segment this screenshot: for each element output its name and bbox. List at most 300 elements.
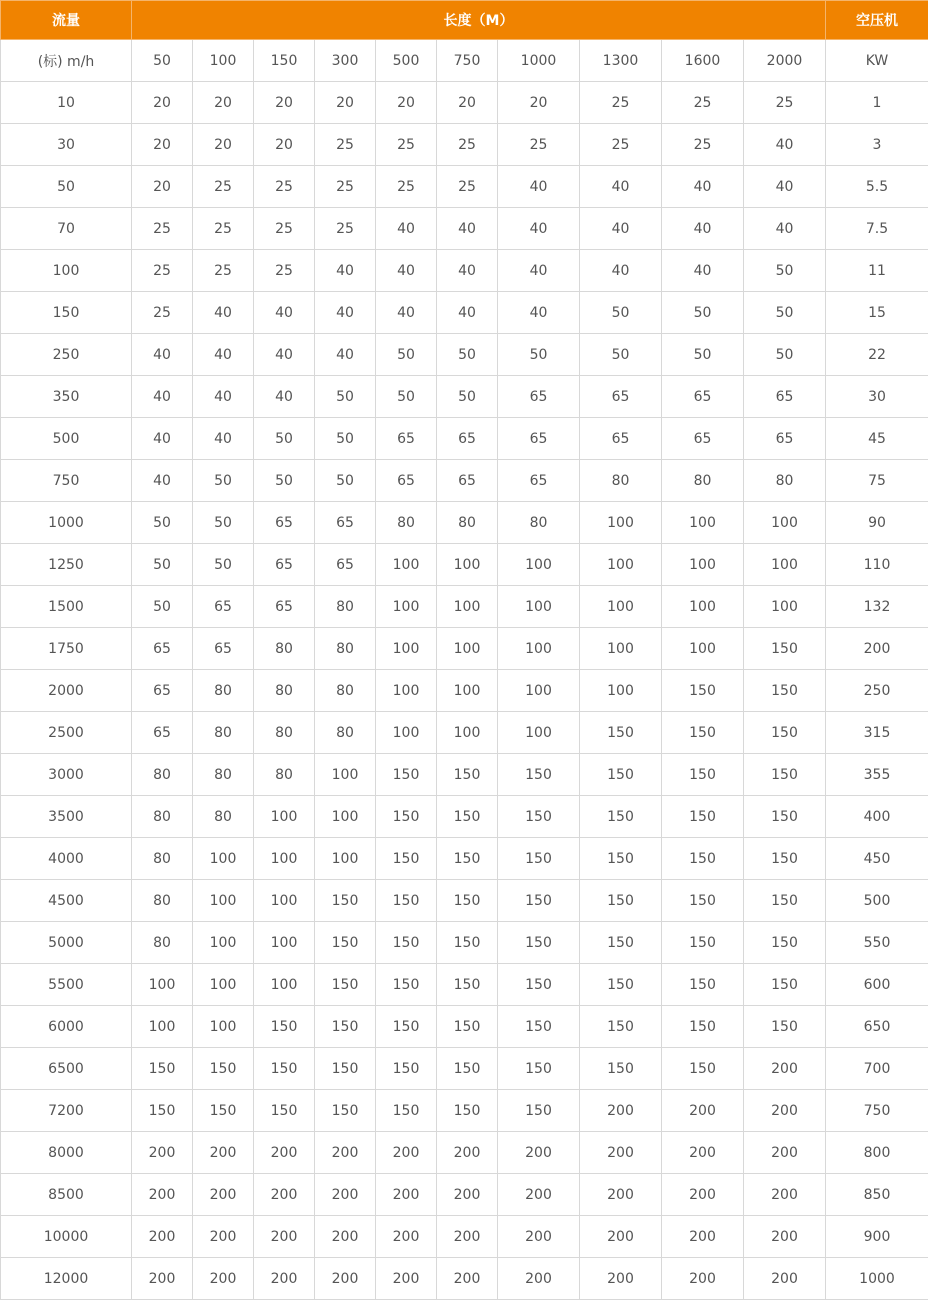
pipe-diameter-cell: 200 [254,1132,315,1174]
pipe-diameter-cell: 150 [437,754,498,796]
pipe-diameter-cell: 150 [315,922,376,964]
pipe-diameter-cell: 80 [132,838,193,880]
pipe-diameter-cell: 65 [254,502,315,544]
pipe-diameter-cell: 40 [376,208,437,250]
pipe-diameter-cell: 80 [132,796,193,838]
compressor-power-cell: 700 [826,1048,928,1090]
pipe-diameter-cell: 100 [498,544,580,586]
pipe-diameter-cell: 150 [662,964,744,1006]
pipe-diameter-cell: 40 [744,208,826,250]
pipe-diameter-cell: 100 [437,670,498,712]
pipe-diameter-cell: 150 [662,922,744,964]
pipe-diameter-cell: 100 [498,670,580,712]
pipe-diameter-cell: 25 [498,124,580,166]
pipe-diameter-cell: 25 [437,166,498,208]
pipe-diameter-cell: 20 [254,124,315,166]
pipe-diameter-cell: 150 [132,1090,193,1132]
pipe-diameter-cell: 150 [580,922,662,964]
length-cell: 500 [376,40,437,82]
pipe-diameter-cell: 40 [580,166,662,208]
pipe-diameter-cell: 40 [662,250,744,292]
pipe-diameter-cell: 20 [376,82,437,124]
flow-cell: 70 [1,208,132,250]
pipe-diameter-cell: 65 [254,586,315,628]
pipe-diameter-cell: 200 [580,1258,662,1300]
pipe-diameter-cell: 25 [193,208,254,250]
length-cell: 2000 [744,40,826,82]
pipe-diameter-cell: 150 [193,1048,254,1090]
flow-cell: 100 [1,250,132,292]
compressor-power-cell: 650 [826,1006,928,1048]
pipe-diameter-cell: 150 [376,1090,437,1132]
pipe-diameter-cell: 150 [744,922,826,964]
pipe-diameter-cell: 150 [437,838,498,880]
flow-cell: 5500 [1,964,132,1006]
pipe-diameter-cell: 150 [662,838,744,880]
pipe-diameter-cell: 50 [193,460,254,502]
pipe-diameter-cell: 150 [662,880,744,922]
pipe-diameter-cell: 50 [315,418,376,460]
pipe-diameter-cell: 65 [662,418,744,460]
pipe-diameter-cell: 80 [315,586,376,628]
pipe-diameter-cell: 100 [193,1006,254,1048]
table-row [1,544,928,586]
pipe-diameter-cell: 65 [254,544,315,586]
table-row [1,754,928,796]
pipe-diameter-cell: 40 [315,334,376,376]
pipe-diameter-cell: 200 [744,1216,826,1258]
pipe-diameter-cell: 25 [132,250,193,292]
table-row [1,1258,928,1300]
pipe-diameter-cell: 25 [193,166,254,208]
pipe-diameter-cell: 40 [132,334,193,376]
pipe-diameter-cell: 65 [132,628,193,670]
pipe-diameter-cell: 150 [498,1048,580,1090]
pipe-diameter-cell: 200 [193,1216,254,1258]
pipe-diameter-cell: 200 [744,1048,826,1090]
pipe-diameter-cell: 50 [662,292,744,334]
table-row [1,1090,928,1132]
table-row [1,1174,928,1216]
pipe-diameter-cell: 100 [254,880,315,922]
pipe-diameter-cell: 50 [132,502,193,544]
pipe-diameter-cell: 65 [498,376,580,418]
compressor-power-cell: 5.5 [826,166,928,208]
pipe-diameter-cell: 150 [376,1006,437,1048]
pipe-diameter-cell: 40 [193,334,254,376]
pipe-diameter-cell: 20 [193,124,254,166]
pipe-diameter-cell: 200 [376,1132,437,1174]
pipe-diameter-cell: 65 [744,418,826,460]
pipe-diameter-cell: 25 [254,166,315,208]
pipe-diameter-cell: 200 [132,1216,193,1258]
pipe-diameter-cell: 25 [193,250,254,292]
pipe-diameter-cell: 150 [744,964,826,1006]
pipe-diameter-cell: 150 [437,922,498,964]
table-row [1,1048,928,1090]
flow-cell: 3500 [1,796,132,838]
pipe-diameter-cell: 200 [662,1258,744,1300]
compressor-power-cell: 11 [826,250,928,292]
pipe-diameter-cell: 50 [744,334,826,376]
table-row [1,964,928,1006]
pipe-diameter-cell: 200 [662,1132,744,1174]
pipe-diameter-cell: 200 [498,1132,580,1174]
pipe-diameter-cell: 150 [376,922,437,964]
pipe-diameter-cell: 50 [132,586,193,628]
pipe-diameter-cell: 200 [315,1216,376,1258]
pipe-diameter-cell: 100 [744,544,826,586]
pipe-diameter-cell: 100 [193,964,254,1006]
compressor-power-cell: 15 [826,292,928,334]
table-row [1,502,928,544]
pipe-diameter-cell: 25 [315,166,376,208]
pipe-diameter-cell: 150 [193,1090,254,1132]
pipe-diameter-cell: 25 [580,124,662,166]
pipe-diameter-cell: 40 [315,292,376,334]
pipe-diameter-cell: 100 [193,838,254,880]
pipe-diameter-cell: 40 [662,208,744,250]
pipe-diameter-cell: 80 [254,754,315,796]
table-row [1,880,928,922]
pipe-diameter-cell: 200 [376,1216,437,1258]
compressor-power-cell: 400 [826,796,928,838]
pipe-diameter-cell: 150 [744,670,826,712]
pipe-diameter-cell: 200 [437,1132,498,1174]
flow-cell: 6500 [1,1048,132,1090]
pipe-diameter-cell: 150 [132,1048,193,1090]
pipe-diameter-cell: 150 [580,796,662,838]
pipe-diameter-cell: 40 [498,292,580,334]
flow-cell: 7200 [1,1090,132,1132]
compressor-power-cell: 750 [826,1090,928,1132]
compressor-power-cell: 315 [826,712,928,754]
flow-cell: 1500 [1,586,132,628]
pipe-diameter-cell: 40 [580,208,662,250]
pipe-diameter-cell: 50 [193,502,254,544]
pipe-diameter-cell: 150 [498,754,580,796]
pipe-diameter-cell: 40 [498,208,580,250]
table-row [1,586,928,628]
compressor-power-cell: 800 [826,1132,928,1174]
compressor-power-cell: 110 [826,544,928,586]
pipe-diameter-cell: 100 [254,796,315,838]
pipe-diameter-cell: 100 [437,628,498,670]
pipe-diameter-cell: 200 [315,1174,376,1216]
pipe-diameter-cell: 40 [498,166,580,208]
pipe-diameter-cell: 20 [132,82,193,124]
pipe-diameter-cell: 80 [315,712,376,754]
table-row [1,796,928,838]
compressor-power-cell: 850 [826,1174,928,1216]
pipe-diameter-cell: 100 [662,502,744,544]
pipe-diameter-cell: 80 [193,670,254,712]
pipe-diameter-cell: 100 [132,964,193,1006]
pipe-diameter-cell: 150 [744,754,826,796]
table-row [1,1006,928,1048]
pipe-diameter-cell: 100 [437,712,498,754]
pipe-diameter-cell: 80 [132,922,193,964]
pipe-diameter-cell: 40 [744,166,826,208]
pipe-diameter-cell: 150 [376,1048,437,1090]
pipe-diameter-cell: 150 [662,796,744,838]
length-cell: 750 [437,40,498,82]
pipe-diameter-cell: 200 [132,1174,193,1216]
pipe-diameter-cell: 80 [193,796,254,838]
pipe-diameter-cell: 150 [662,754,744,796]
pipe-diameter-cell: 25 [662,82,744,124]
pipe-diameter-cell: 40 [744,124,826,166]
pipe-diameter-cell: 150 [315,880,376,922]
pipe-diameter-cell: 100 [193,922,254,964]
pipe-diameter-cell: 200 [437,1174,498,1216]
compressor-power-cell: 90 [826,502,928,544]
pipe-diameter-cell: 80 [744,460,826,502]
compressor-power-cell: 45 [826,418,928,460]
pipe-diameter-cell: 50 [437,334,498,376]
table-row [1,418,928,460]
table-row [1,670,928,712]
pipe-diameter-cell: 100 [498,586,580,628]
pipe-diameter-cell: 200 [744,1132,826,1174]
pipe-diameter-cell: 100 [376,586,437,628]
pipe-diameter-cell: 150 [744,880,826,922]
flow-cell: 350 [1,376,132,418]
table-row [1,838,928,880]
flow-cell: 10000 [1,1216,132,1258]
pipe-diameter-cell: 100 [193,880,254,922]
pipe-diameter-cell: 80 [193,712,254,754]
pipe-diameter-cell: 200 [132,1258,193,1300]
pipe-diameter-cell: 100 [498,628,580,670]
length-cell: 50 [132,40,193,82]
pipe-diameter-cell: 100 [376,544,437,586]
pipe-diameter-cell: 50 [254,460,315,502]
pipe-diameter-cell: 100 [498,712,580,754]
flow-cell: 2500 [1,712,132,754]
pipe-diameter-cell: 25 [376,166,437,208]
pipe-diameter-cell: 100 [437,544,498,586]
compressor-power-cell: 30 [826,376,928,418]
header-row [1,1,928,40]
pipe-diameter-cell: 100 [315,754,376,796]
compressor-power-cell: 7.5 [826,208,928,250]
pipe-diameter-cell: 200 [193,1132,254,1174]
pipe-diameter-cell: 150 [376,838,437,880]
pipe-diameter-cell: 65 [437,418,498,460]
pipe-diameter-cell: 150 [498,1006,580,1048]
pipe-diameter-cell: 50 [132,544,193,586]
pipe-diameter-cell: 40 [580,250,662,292]
pipe-diameter-cell: 25 [662,124,744,166]
pipe-diameter-cell: 40 [132,460,193,502]
table-row [1,166,928,208]
compressor-power-cell: 1 [826,82,928,124]
pipe-diameter-cell: 150 [437,880,498,922]
compressor-power-cell: 75 [826,460,928,502]
flow-cell: 1000 [1,502,132,544]
pipe-diameter-cell: 50 [580,334,662,376]
pipe-diameter-cell: 150 [498,922,580,964]
pipe-diameter-cell: 200 [662,1090,744,1132]
pipe-diameter-cell: 150 [315,1006,376,1048]
pipe-diameter-cell: 65 [580,418,662,460]
pipe-diameter-cell: 25 [376,124,437,166]
pipe-diameter-cell: 150 [744,628,826,670]
flow-cell: 4500 [1,880,132,922]
table-row [1,460,928,502]
pipe-diameter-cell: 100 [315,796,376,838]
table-row [1,250,928,292]
pipe-diameter-cell: 65 [744,376,826,418]
pipe-diameter-cell: 25 [254,208,315,250]
pipe-diameter-cell: 200 [132,1132,193,1174]
flow-header: 流量 [1,1,132,40]
flow-cell: 30 [1,124,132,166]
table-row [1,712,928,754]
pipe-diameter-cell: 150 [498,796,580,838]
pipe-diameter-cell: 200 [254,1174,315,1216]
pipe-diameter-cell: 200 [193,1174,254,1216]
pipe-diameter-cell: 150 [580,1048,662,1090]
compressor-power-cell: 355 [826,754,928,796]
pipe-diameter-cell: 65 [132,712,193,754]
pipe-diameter-cell: 25 [132,292,193,334]
length-header: 长度（M） [132,1,826,40]
pipe-diameter-cell: 65 [580,376,662,418]
pipe-diameter-cell: 20 [193,82,254,124]
pipe-diameter-cell: 40 [376,250,437,292]
pipe-diameter-cell: 100 [376,628,437,670]
pipe-diameter-cell: 40 [376,292,437,334]
pipe-diameter-cell: 20 [132,166,193,208]
flow-cell: 1750 [1,628,132,670]
pipe-diameter-cell: 150 [580,838,662,880]
pipe-diameter-cell: 50 [498,334,580,376]
pipe-diameter-cell: 40 [662,166,744,208]
pipe-diameter-cell: 65 [315,502,376,544]
pipe-diameter-cell: 100 [315,838,376,880]
pipe-diameter-cell: 40 [254,376,315,418]
pipe-diameter-cell: 40 [193,418,254,460]
pipe-diameter-cell: 50 [315,460,376,502]
table-row [1,82,928,124]
pipe-diameter-cell: 200 [744,1258,826,1300]
pipe-diameter-cell: 100 [376,670,437,712]
pipe-diameter-cell: 65 [315,544,376,586]
pipe-diameter-cell: 65 [437,460,498,502]
pipe-diameter-cell: 200 [580,1174,662,1216]
table-row [1,628,928,670]
pipe-diameter-cell: 150 [744,712,826,754]
pipe-diameter-cell: 40 [437,208,498,250]
length-cell: 150 [254,40,315,82]
table-row [1,334,928,376]
pipe-diameter-cell: 200 [498,1174,580,1216]
compressor-power-cell: 200 [826,628,928,670]
flow-cell: 5000 [1,922,132,964]
pipe-diameter-cell: 80 [315,628,376,670]
pipe-diameter-cell: 50 [744,250,826,292]
pipe-diameter-cell: 40 [193,292,254,334]
compressor-power-cell: 450 [826,838,928,880]
table-row [1,292,928,334]
compressor-power-cell: 132 [826,586,928,628]
pipe-diameter-cell: 65 [193,628,254,670]
pipe-diameter-cell: 50 [662,334,744,376]
compressor-power-cell: 500 [826,880,928,922]
pipe-diameter-cell: 40 [132,376,193,418]
flow-cell: 2000 [1,670,132,712]
pipe-diameter-cell: 200 [744,1174,826,1216]
pipe-diameter-cell: 20 [315,82,376,124]
flow-cell: 50 [1,166,132,208]
pipe-diameter-cell: 80 [254,670,315,712]
compressor-power-cell: 550 [826,922,928,964]
flow-cell: 8000 [1,1132,132,1174]
flow-cell: 3000 [1,754,132,796]
pipe-diameter-cell: 100 [254,922,315,964]
pipe-diameter-cell: 150 [376,796,437,838]
length-cell: 100 [193,40,254,82]
pipe-diameter-cell: 200 [498,1258,580,1300]
pipe-diameter-cell: 150 [498,964,580,1006]
table-row [1,376,928,418]
pipe-diameter-cell: 65 [376,418,437,460]
table-body [1,40,928,1300]
pipe-diameter-cell: 80 [315,670,376,712]
flow-cell: 250 [1,334,132,376]
pipe-diameter-cell: 50 [315,376,376,418]
flow-cell: 4000 [1,838,132,880]
pipe-diameter-cell: 150 [498,880,580,922]
pipe-diameter-cell: 50 [376,376,437,418]
pipe-diameter-cell: 100 [744,586,826,628]
pipe-diameter-cell: 150 [437,796,498,838]
pipe-diameter-cell: 150 [580,712,662,754]
length-cell: 1300 [580,40,662,82]
pipe-diameter-cell: 150 [315,964,376,1006]
pipe-diameter-cell: 150 [315,1048,376,1090]
pipe-diameter-cell: 100 [437,586,498,628]
pipe-diameter-cell: 25 [744,82,826,124]
pipe-diameter-cell: 100 [580,502,662,544]
pipe-diameter-cell: 40 [132,418,193,460]
pipe-diameter-cell: 150 [580,964,662,1006]
length-cell: 1000 [498,40,580,82]
pipe-diameter-cell: 25 [437,124,498,166]
pipe-diameter-cell: 65 [132,670,193,712]
pipe-diameter-cell: 40 [254,292,315,334]
pipe-diameter-cell: 100 [662,586,744,628]
pipe-diameter-cell: 65 [498,460,580,502]
pipe-diameter-cell: 25 [132,208,193,250]
pipe-diameter-cell: 40 [437,250,498,292]
pipe-diameter-cell: 150 [744,1006,826,1048]
pipe-diameter-cell: 200 [662,1174,744,1216]
pipe-diameter-cell: 150 [437,1090,498,1132]
pipe-diameter-cell: 100 [254,838,315,880]
pipe-diameter-cell: 50 [193,544,254,586]
compressor-power-cell: 900 [826,1216,928,1258]
pipe-diameter-cell: 150 [498,838,580,880]
pipe-diameter-cell: 150 [580,754,662,796]
pipe-diameter-cell: 150 [744,838,826,880]
pipe-diameter-cell: 65 [662,376,744,418]
table-row [1,1216,928,1258]
pipe-diameter-cell: 80 [193,754,254,796]
table-row [1,208,928,250]
